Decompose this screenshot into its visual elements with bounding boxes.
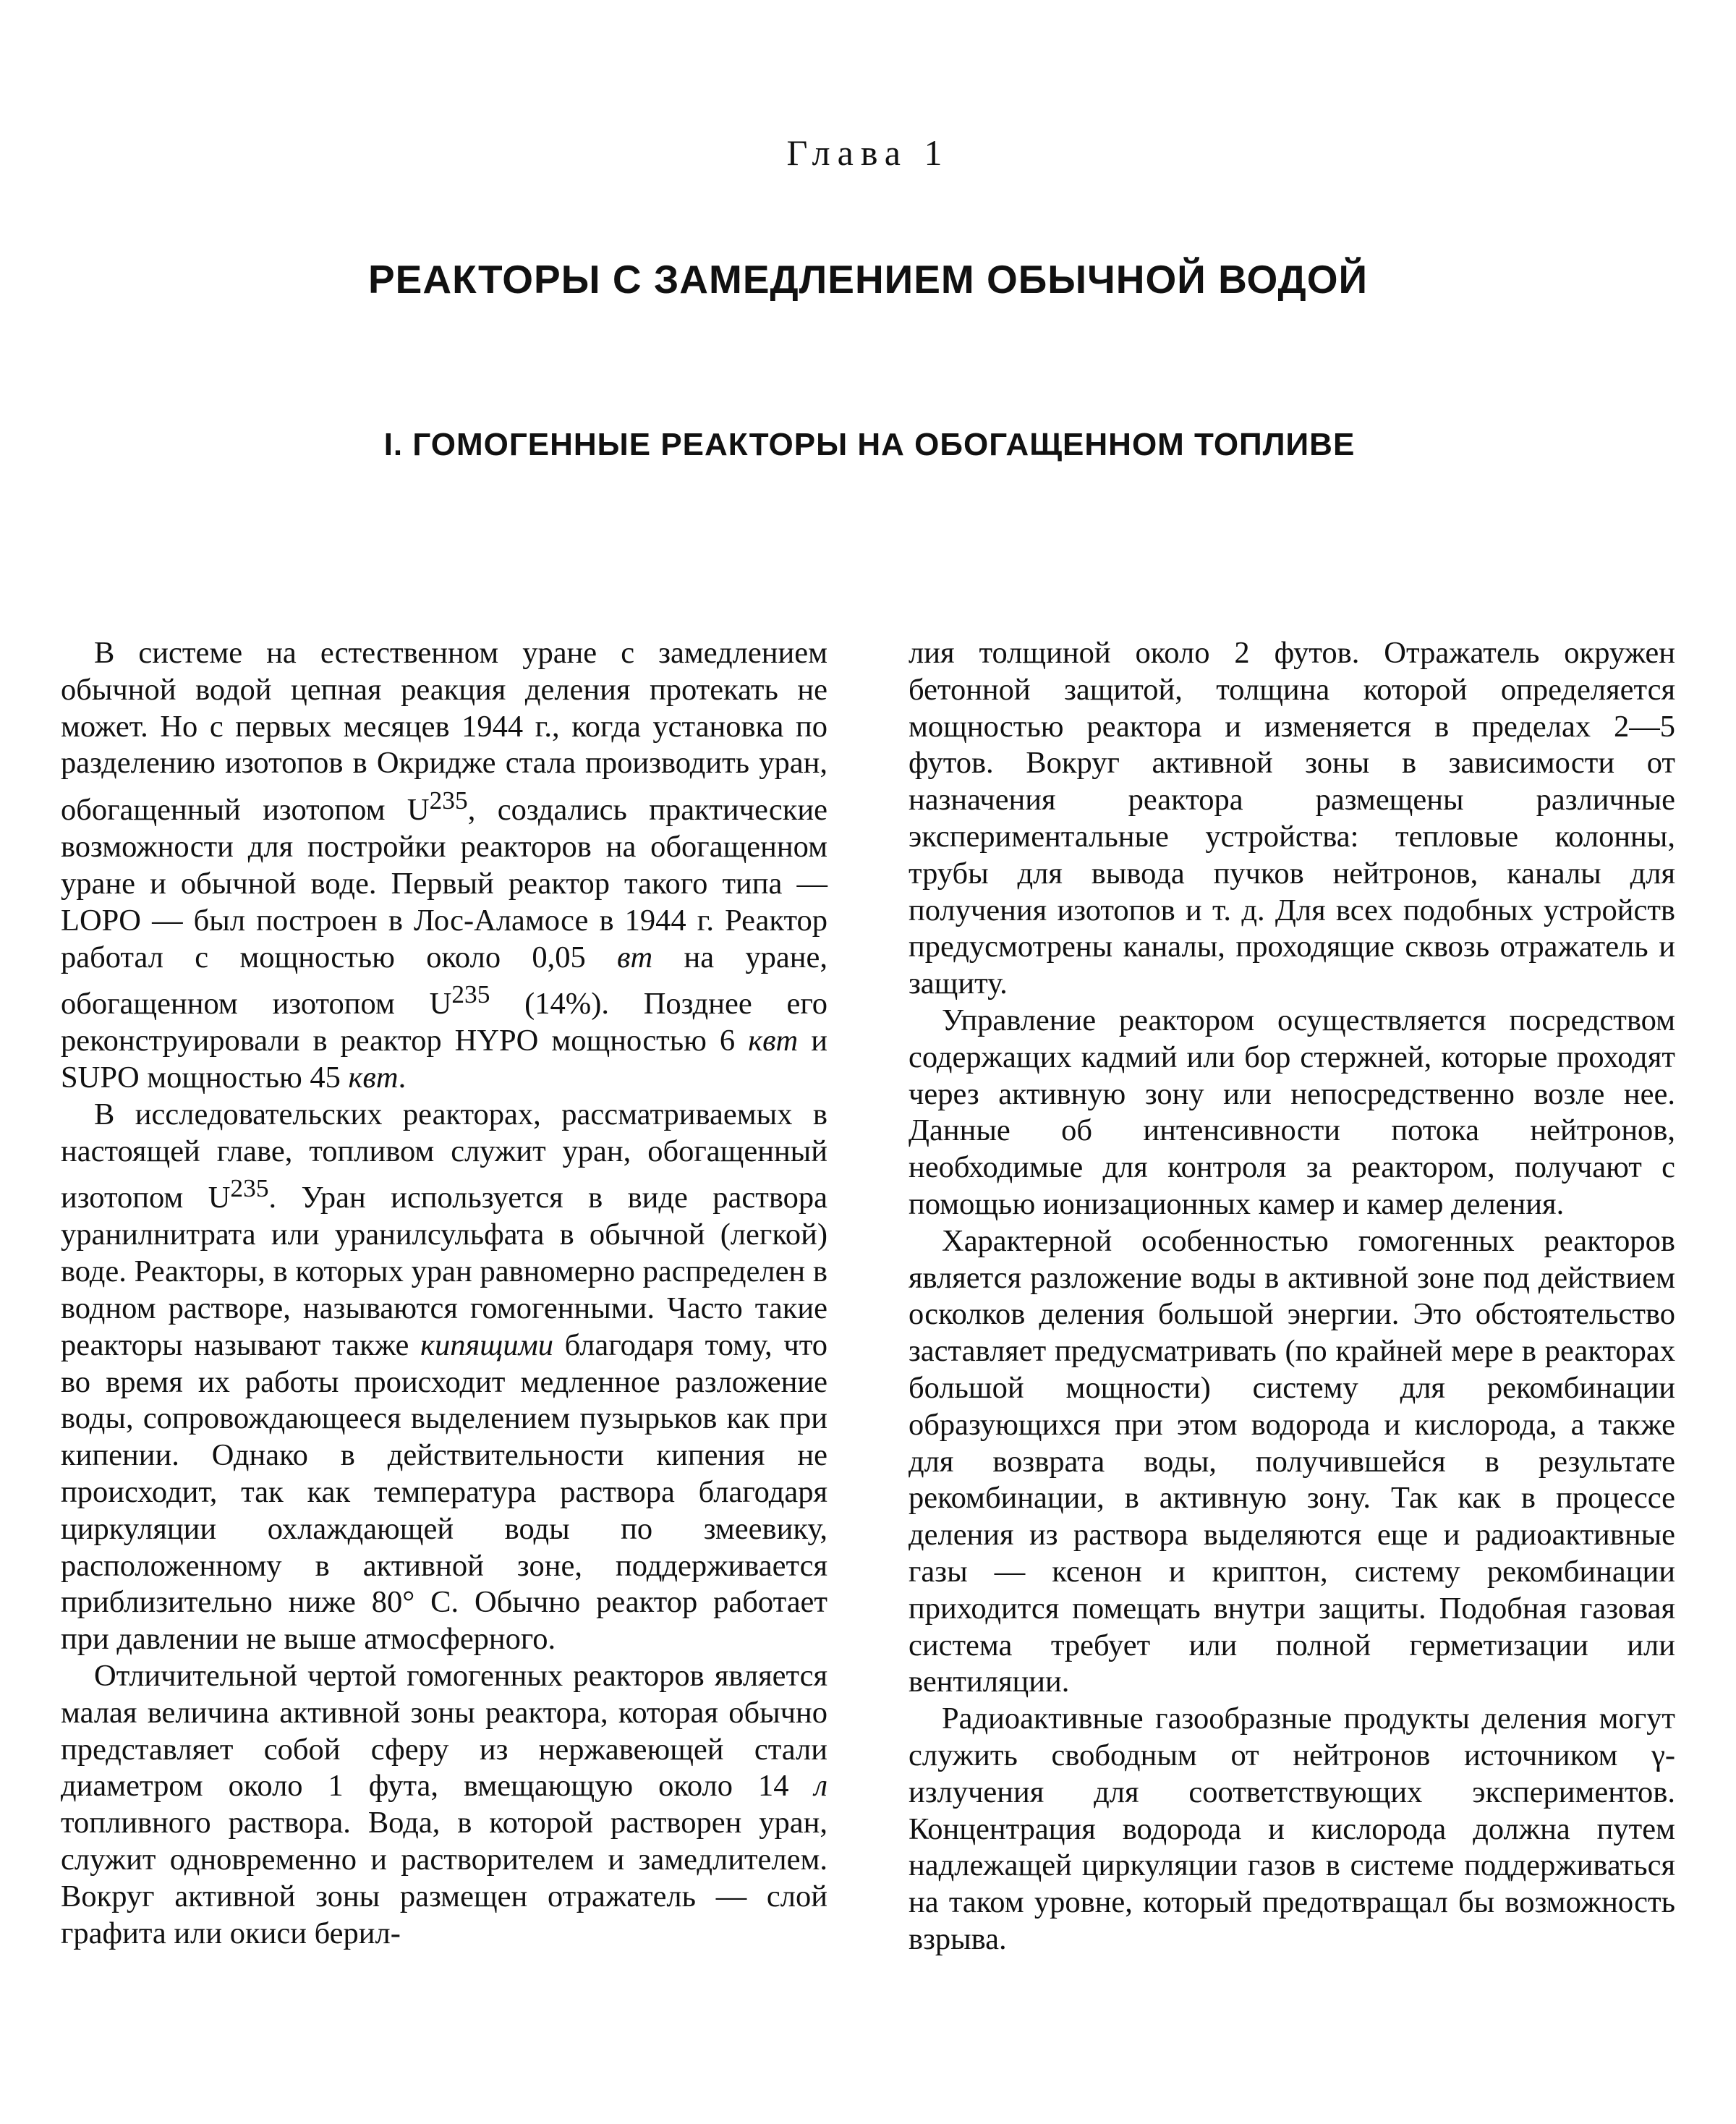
paragraph-continued: лия толщиной около 2 футов. Отражатель окружен бетонной защитой, толщина которой определяется мощностью реактора и изменяется в пределах 2—5 футов. Вокруг активной зоны в зависимости от назначения реактора размещены различные экспериментальные устройства: тепловые колонны, трубы для вывода пучков нейтронов, каналы для получения изотопов и т. д. Для всех подобных устройств предусмотрены каналы, проходящие сквозь отражатель и защиту. <box>909 636 1675 1001</box>
paragraph <box>61 1097 827 1658</box>
isotope-superscript: 235 <box>230 1173 269 1203</box>
paragraph-text: . <box>398 1061 407 1095</box>
paragraph-text: . Уран используется в виде раствора уранилнитрата или уранилсульфата в обычной (легкой) воде. Реакторы, в которых уран равномерно распределен в водном растворе, называются гомогенными. Часто такие реакторы называют также <box>61 1181 827 1362</box>
paragraph-text: В исследовательских реакторах, рассматриваемых в настоящей главе, топливом служит уран, обогащенный изотопом U <box>61 1097 827 1215</box>
paragraph-text: (14%). Позднее его реконструировали в реактор HYPO мощностью 6 <box>61 987 827 1058</box>
italic-term: кипящими <box>420 1328 553 1362</box>
section-title: I. ГОМОГЕННЫЕ РЕАКТОРЫ НА ОБОГАЩЕННОМ ТОПЛИВЕ <box>383 427 1356 462</box>
paragraph: Управление реактором осуществляется посредством содержащих кадмий или бор стержней, которые проходят через активную зону или непосредственно возле нее. Данные об интенсивности потока нейтронов, необходимые для контроля за реактором, получают с помощью ионизационных камер и камер деления. <box>909 1003 1675 1221</box>
chapter-title: РЕАКТОРЫ С ЗАМЕДЛЕНИЕМ ОБЫЧНОЙ ВОДОЙ <box>367 257 1369 302</box>
paragraph <box>61 1658 827 1952</box>
text-column-right <box>909 635 1675 1958</box>
paragraph-text: Отличительной чертой гомогенных реакторов является малая величина активной зоны реактора, которая обычно представляет собой сферу из нержавеющей стали диаметром около 1 фута, вмещающую около 14 <box>61 1658 827 1804</box>
paragraph-text: топливного раствора. Вода, в которой растворен уран, служит одновременно и растворителем и замедлителем. Вокруг активной зоны размещен отражатель — слой графита или окиси берил- <box>61 1806 827 1950</box>
unit-text: вт <box>617 940 653 974</box>
unit-text: квт <box>748 1024 799 1058</box>
paragraph: Радиоактивные газообразные продукты деления могут служить свободным от нейтронов источником γ-излучения для соответствующих экспериментов. Концентрация водорода и кислорода должна путем надлежащей циркуляции газов в системе поддерживаться на таком уровне, который предотвращал бы возможность взрыва. <box>909 1702 1675 1956</box>
paragraph <box>61 635 827 1097</box>
paragraph-text: благодаря тому, что во время их работы происходит медленное разложение воды, сопровождающееся выделением пузырьков как при кипении. Однако в действительности кипения не происходит, так как температура раствора благодаря циркуляции охлаждающей воды по змеевику, расположенному в активной зоне, поддерживается приблизительно ниже 80° С. Обычно реактор работает при давлении не выше атмосферного. <box>61 1328 827 1657</box>
paragraph-text: на уране, обогащенном изотопом U <box>61 940 827 1021</box>
paragraph: Характерной особенностью гомогенных реакторов является разложение воды в активной зоне под действием осколков деления большой энергии. Это обстоятельство заставляет предусматривать (по крайней мере в реакторах большой мощности) систему для рекомбинации образующихся при этом водорода и кислорода, а также для возврата воды, получившейся в результате рекомбинации, в активную зону. Так как в процессе деления из раствора выделяются еще и радиоактивные газы — ксенон и криптон, систему рекомбинации приходится помещать внутри защиты. Подобная газовая система требует или полной герметизации или вентиляции. <box>909 1223 1675 1699</box>
text-column-left <box>61 635 827 1952</box>
chapter-label: Глава 1 <box>786 132 950 173</box>
isotope-superscript: 235 <box>429 786 468 815</box>
paragraph-text: В системе на естественном уране с замедлением обычной водой цепная реакция деления протекать не может. Но с первых месяцев 1944 г., когда установка по разделению изотопов в Окридже стала производить уран, обогащенный изотопом U <box>61 636 827 828</box>
unit-text: л <box>814 1769 827 1804</box>
isotope-superscript: 235 <box>451 980 490 1009</box>
unit-text: квт <box>348 1061 399 1095</box>
paragraph-text: и SUPO мощностью 45 <box>61 1024 827 1095</box>
paragraph-text: , создались практические возможности для постройки реакторов на обогащенном уране и обычной воде. Первый реактор такого типа — LOPO — был построен в Лос-Аламосе в 1944 г. Реактор работал с мощностью около 0,05 <box>61 793 827 974</box>
